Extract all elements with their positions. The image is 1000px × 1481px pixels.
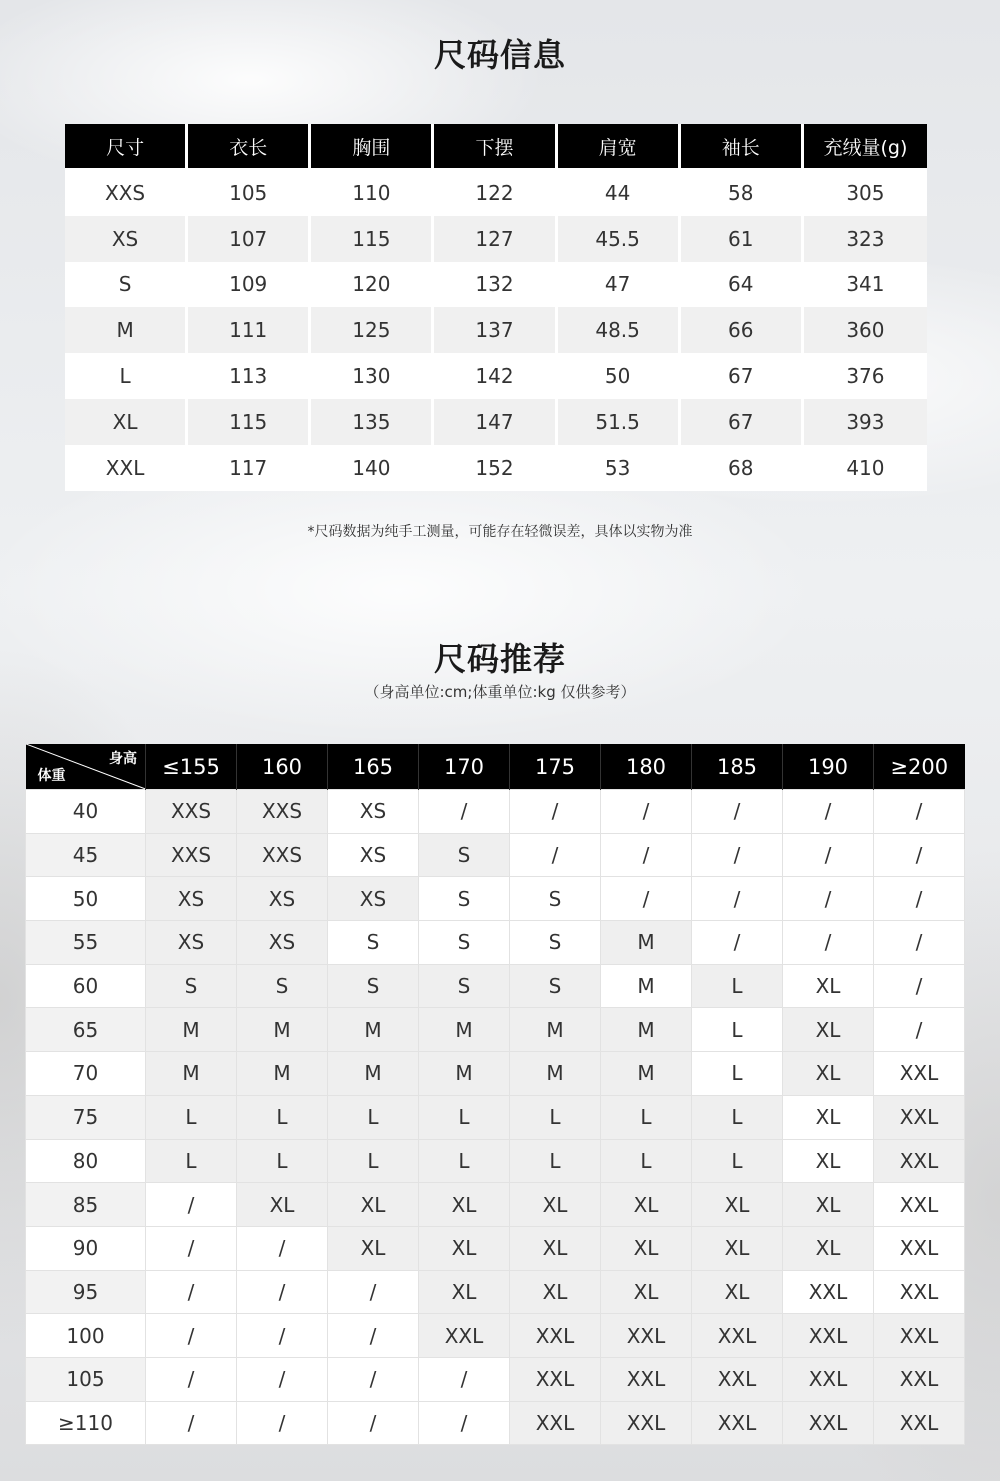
size-recommend-cell: / (419, 790, 510, 834)
size-recommend-cell: XXS (237, 790, 328, 834)
size-recommend-cell: / (146, 1401, 237, 1445)
size-recommend-cell: / (146, 1357, 237, 1401)
height-header-cell: 170 (419, 744, 510, 790)
size-info-cell: 393 (804, 399, 927, 445)
size-recommend-cell: XL (419, 1270, 510, 1314)
size-recommend-cell: L (146, 1095, 237, 1139)
size-recommend-cell: M (419, 1052, 510, 1096)
size-recommend-cell: L (419, 1139, 510, 1183)
size-recommend-cell: S (419, 921, 510, 965)
size-info-cell: 376 (804, 353, 927, 399)
weight-row (26, 921, 965, 965)
size-recommend-cell: XXL (783, 1314, 874, 1358)
size-recommend-cell: XXS (146, 833, 237, 877)
size-info-row (65, 445, 927, 491)
corner-header-cell (26, 744, 146, 790)
size-recommend-cell: XS (237, 877, 328, 921)
size-info-cell: 113 (188, 353, 311, 399)
weight-cell: 100 (26, 1314, 146, 1358)
size-info-header-cell: 胸围 (311, 124, 434, 168)
size-info-cell: 48.5 (558, 307, 681, 353)
size-recommend-cell: / (237, 1270, 328, 1314)
size-info-cell: 130 (311, 353, 434, 399)
weight-cell: ≥110 (26, 1401, 146, 1445)
size-recommend-cell: XL (783, 1095, 874, 1139)
size-recommend-cell: XXL (692, 1401, 783, 1445)
size-recommend-cell: / (874, 833, 965, 877)
size-recommend-cell: S (419, 877, 510, 921)
size-info-cell: 360 (804, 307, 927, 353)
corner-weight-label: 体重 (37, 768, 66, 784)
size-info-cell: 410 (804, 445, 927, 491)
size-recommend-cell: / (874, 790, 965, 834)
size-recommend-cell: / (146, 1226, 237, 1270)
size-recommend-title: 尺码推荐 (433, 640, 566, 678)
size-recommend-cell: XL (692, 1226, 783, 1270)
size-recommend-cell: M (328, 1008, 419, 1052)
size-info-cell: 152 (434, 445, 557, 491)
size-info-row (65, 307, 927, 353)
size-recommend-cell: XXL (783, 1270, 874, 1314)
size-info-header-cell: 肩宽 (558, 124, 681, 168)
size-recommend-cell: XXL (601, 1357, 692, 1401)
size-info-cell: 125 (311, 307, 434, 353)
size-info-cell: 66 (681, 307, 804, 353)
height-header-cell: 175 (510, 744, 601, 790)
weight-row (26, 833, 965, 877)
size-recommend-cell: / (237, 1314, 328, 1358)
size-recommend-cell: XXS (146, 790, 237, 834)
size-info-cell: 132 (434, 262, 557, 308)
size-recommend-cell: / (783, 790, 874, 834)
size-recommend-cell: L (601, 1139, 692, 1183)
size-recommend-cell: M (601, 921, 692, 965)
size-recommend-cell: M (510, 1052, 601, 1096)
size-recommend-cell: L (510, 1095, 601, 1139)
weight-row (26, 1183, 965, 1227)
size-recommend-cell: XXL (419, 1314, 510, 1358)
size-recommend-cell: XS (328, 790, 419, 834)
size-recommend-cell: / (146, 1183, 237, 1227)
size-recommend-cell: XXL (783, 1401, 874, 1445)
size-recommend-cell: XXL (510, 1357, 601, 1401)
size-info-cell: 111 (188, 307, 311, 353)
size-info-cell: XXL (65, 445, 188, 491)
size-info-title: 尺码信息 (433, 36, 566, 74)
size-info-header-cell: 充绒量(g) (804, 124, 927, 168)
height-header-cell: 185 (692, 744, 783, 790)
corner-height-label: 身高 (109, 751, 137, 767)
size-recommend-cell: L (328, 1139, 419, 1183)
size-recommend-cell: / (874, 877, 965, 921)
size-recommend-cell: / (328, 1270, 419, 1314)
size-info-cell: L (65, 353, 188, 399)
size-recommend-cell: L (237, 1095, 328, 1139)
size-recommend-cell: L (692, 1052, 783, 1096)
size-recommend-subtitle: （身高单位:cm;体重单位:kg 仅供参考） (364, 683, 636, 701)
height-header-cell: 165 (328, 744, 419, 790)
size-recommend-cell: / (692, 921, 783, 965)
size-recommend-cell: L (692, 1008, 783, 1052)
height-header-cell: 160 (237, 744, 328, 790)
size-recommend-cell: XL (783, 1183, 874, 1227)
weight-row (26, 1052, 965, 1096)
size-recommend-cell: L (146, 1139, 237, 1183)
size-recommend-cell: XXL (874, 1095, 965, 1139)
size-recommend-cell: S (510, 877, 601, 921)
weight-cell: 75 (26, 1095, 146, 1139)
size-recommend-cell: / (328, 1314, 419, 1358)
measurement-note: *尺码数据为纯手工测量，可能存在轻微误差，具体以实物为准 (307, 524, 693, 540)
size-info-cell: 107 (188, 216, 311, 262)
size-recommend-cell: XL (783, 1139, 874, 1183)
size-info-cell: 117 (188, 445, 311, 491)
size-info-cell: 109 (188, 262, 311, 308)
size-recommend-cell: S (419, 833, 510, 877)
size-recommend-cell: / (783, 921, 874, 965)
size-info-cell: 323 (804, 216, 927, 262)
size-info-header-row (65, 124, 927, 168)
size-recommend-cell: XL (419, 1226, 510, 1270)
size-recommend-cell: S (419, 964, 510, 1008)
size-info-cell: 127 (434, 216, 557, 262)
size-recommend-cell: M (146, 1052, 237, 1096)
height-header-row (26, 744, 965, 790)
size-info-cell: 61 (681, 216, 804, 262)
size-info-header-cell: 袖长 (681, 124, 804, 168)
size-recommend-cell: / (328, 1401, 419, 1445)
size-info-cell: 64 (681, 262, 804, 308)
size-recommend-cell: S (328, 921, 419, 965)
size-recommend-cell: S (146, 964, 237, 1008)
size-recommend-cell: XXL (874, 1357, 965, 1401)
size-info-row (65, 262, 927, 308)
size-recommend-cell: XXL (874, 1139, 965, 1183)
size-info-cell: 120 (311, 262, 434, 308)
size-recommend-cell: XXL (783, 1357, 874, 1401)
size-recommend-cell: XL (601, 1226, 692, 1270)
size-recommend-cell: XXL (510, 1401, 601, 1445)
size-info-row (65, 353, 927, 399)
size-info-cell: 53 (558, 445, 681, 491)
size-recommend-cell: M (601, 1008, 692, 1052)
weight-row (26, 1270, 965, 1314)
size-recommend-cell: XL (601, 1270, 692, 1314)
weight-cell: 55 (26, 921, 146, 965)
size-info-cell: 50 (558, 353, 681, 399)
size-recommend-cell: XXL (874, 1052, 965, 1096)
size-info-cell: 47 (558, 262, 681, 308)
size-info-cell: 140 (311, 445, 434, 491)
weight-row (26, 1095, 965, 1139)
size-recommend-cell: XL (783, 1008, 874, 1052)
size-recommend-cell: L (692, 1139, 783, 1183)
size-info-cell: XXS (65, 168, 188, 216)
weight-cell: 95 (26, 1270, 146, 1314)
size-recommend-cell: XXS (237, 833, 328, 877)
size-recommend-cell: L (237, 1139, 328, 1183)
size-recommend-cell: / (237, 1401, 328, 1445)
size-recommend-cell: XS (328, 877, 419, 921)
size-recommend-cell: XL (419, 1183, 510, 1227)
size-recommend-cell: XXL (510, 1314, 601, 1358)
size-recommend-cell: L (510, 1139, 601, 1183)
size-info-row (65, 216, 927, 262)
weight-row (26, 1008, 965, 1052)
size-info-header-cell: 下摆 (434, 124, 557, 168)
size-info-header-cell: 衣长 (188, 124, 311, 168)
weight-cell: 40 (26, 790, 146, 834)
size-recommend-cell: XXL (874, 1314, 965, 1358)
weight-cell: 45 (26, 833, 146, 877)
size-info-cell: 68 (681, 445, 804, 491)
size-recommend-cell: / (601, 877, 692, 921)
size-recommend-cell: XL (601, 1183, 692, 1227)
size-recommend-cell: XXL (601, 1314, 692, 1358)
size-recommend-cell: XL (510, 1183, 601, 1227)
size-info-cell: XL (65, 399, 188, 445)
size-recommend-cell: XL (510, 1226, 601, 1270)
size-recommend-cell: XL (783, 1226, 874, 1270)
size-recommend-cell: / (601, 790, 692, 834)
weight-cell: 60 (26, 964, 146, 1008)
size-recommend-cell: / (601, 833, 692, 877)
size-recommend-cell: S (237, 964, 328, 1008)
size-recommend-cell: XS (328, 833, 419, 877)
size-info-cell: 115 (311, 216, 434, 262)
size-recommend-cell: M (237, 1008, 328, 1052)
size-info-cell: 110 (311, 168, 434, 216)
size-recommend-cell: / (783, 877, 874, 921)
size-recommend-cell: / (692, 877, 783, 921)
size-recommend-cell: L (692, 1095, 783, 1139)
size-recommend-cell: XL (783, 1052, 874, 1096)
height-header-cell: 180 (601, 744, 692, 790)
size-recommend-cell: M (419, 1008, 510, 1052)
size-recommend-cell: / (874, 964, 965, 1008)
size-recommend-cell: / (874, 1008, 965, 1052)
size-recommend-cell: M (146, 1008, 237, 1052)
size-recommend-cell: L (601, 1095, 692, 1139)
weight-cell: 85 (26, 1183, 146, 1227)
size-recommend-cell: / (692, 833, 783, 877)
size-recommend-cell: XS (237, 921, 328, 965)
weight-row (26, 1401, 965, 1445)
size-info-cell: 147 (434, 399, 557, 445)
size-recommend-cell: XL (783, 964, 874, 1008)
size-recommend-cell: M (510, 1008, 601, 1052)
size-info-cell: 45.5 (558, 216, 681, 262)
size-recommend-cell: XL (510, 1270, 601, 1314)
size-info-row (65, 168, 927, 216)
weight-row (26, 1139, 965, 1183)
size-recommend-cell: XL (692, 1183, 783, 1227)
size-recommend-cell: XXL (874, 1401, 965, 1445)
height-header-cell: 190 (783, 744, 874, 790)
height-header-cell: ≥200 (874, 744, 965, 790)
size-recommend-cell: M (237, 1052, 328, 1096)
size-recommend-cell: XXL (692, 1357, 783, 1401)
size-info-cell: 67 (681, 399, 804, 445)
weight-row (26, 964, 965, 1008)
height-header-cell: ≤155 (146, 744, 237, 790)
size-recommend-cell: / (874, 921, 965, 965)
weight-row (26, 1226, 965, 1270)
size-recommend-cell: XL (692, 1270, 783, 1314)
size-info-cell: 137 (434, 307, 557, 353)
size-recommend-cell: M (601, 1052, 692, 1096)
size-info-row (65, 399, 927, 445)
size-recommend-cell: XXL (874, 1226, 965, 1270)
weight-cell: 65 (26, 1008, 146, 1052)
size-info-cell: 51.5 (558, 399, 681, 445)
size-recommend-cell: / (328, 1357, 419, 1401)
weight-cell: 70 (26, 1052, 146, 1096)
size-recommend-cell: / (146, 1270, 237, 1314)
size-info-table (65, 124, 927, 491)
size-info-cell: 341 (804, 262, 927, 308)
weight-row (26, 1314, 965, 1358)
size-recommend-cell: XXL (874, 1183, 965, 1227)
size-recommend-cell: / (419, 1401, 510, 1445)
size-recommend-cell: L (328, 1095, 419, 1139)
weight-cell: 80 (26, 1139, 146, 1183)
size-info-cell: 135 (311, 399, 434, 445)
size-recommend-cell: / (237, 1226, 328, 1270)
weight-row (26, 877, 965, 921)
weight-cell: 105 (26, 1357, 146, 1401)
size-info-cell: 58 (681, 168, 804, 216)
size-info-cell: S (65, 262, 188, 308)
size-recommend-cell: S (510, 964, 601, 1008)
size-recommend-cell: M (601, 964, 692, 1008)
size-recommend-cell: S (328, 964, 419, 1008)
size-info-cell: 122 (434, 168, 557, 216)
size-recommend-cell: / (237, 1357, 328, 1401)
weight-cell: 90 (26, 1226, 146, 1270)
size-recommend-cell: L (419, 1095, 510, 1139)
size-recommend-cell: / (783, 833, 874, 877)
size-info-cell: 67 (681, 353, 804, 399)
size-recommend-cell: XL (328, 1226, 419, 1270)
size-recommend-cell: XS (146, 877, 237, 921)
weight-row (26, 790, 965, 834)
size-recommend-cell: XS (146, 921, 237, 965)
size-recommend-cell: XXL (601, 1401, 692, 1445)
size-recommend-cell: / (419, 1357, 510, 1401)
size-info-cell: 142 (434, 353, 557, 399)
size-info-cell: 115 (188, 399, 311, 445)
size-info-header-cell: 尺寸 (65, 124, 188, 168)
size-recommend-table (25, 744, 965, 1445)
size-info-cell: 44 (558, 168, 681, 216)
weight-cell: 50 (26, 877, 146, 921)
size-recommend-cell: XXL (874, 1270, 965, 1314)
size-info-cell: 105 (188, 168, 311, 216)
size-recommend-cell: M (328, 1052, 419, 1096)
size-recommend-cell: / (146, 1314, 237, 1358)
size-recommend-cell: XXL (692, 1314, 783, 1358)
size-recommend-cell: XL (328, 1183, 419, 1227)
size-info-cell: XS (65, 216, 188, 262)
size-recommend-cell: XL (237, 1183, 328, 1227)
size-recommend-cell: / (510, 790, 601, 834)
size-recommend-cell: L (692, 964, 783, 1008)
size-info-cell: 305 (804, 168, 927, 216)
size-recommend-cell: / (510, 833, 601, 877)
size-recommend-cell: / (692, 790, 783, 834)
weight-row (26, 1357, 965, 1401)
size-info-cell: M (65, 307, 188, 353)
size-recommend-cell: S (510, 921, 601, 965)
